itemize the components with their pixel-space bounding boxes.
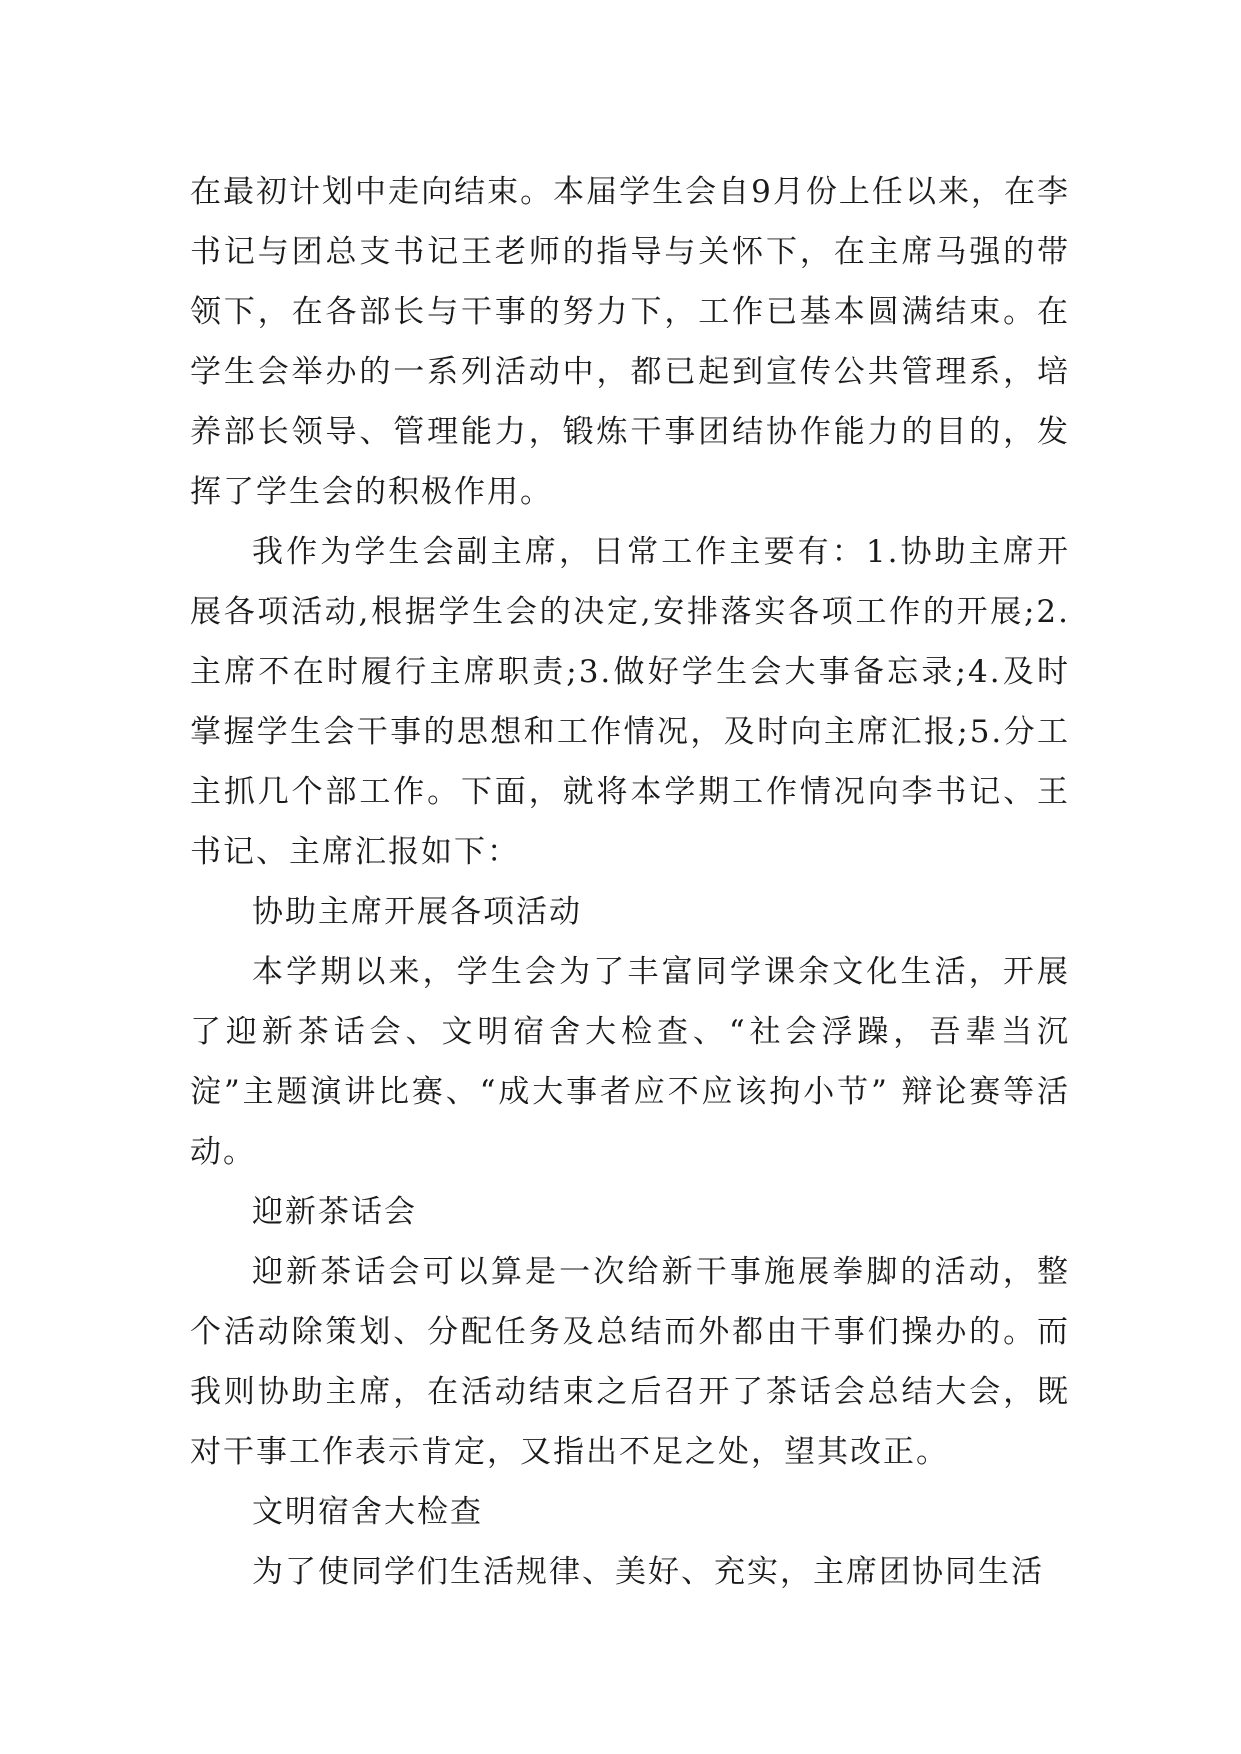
paragraph-3: 本学期以来，学生会为了丰富同学课余文化生活，开展了迎新茶话会、文明宿舍大检查、“社会浮躁，吾辈当沉淀”主题演讲比赛、“成大事者应不应该拘小节” 辩论赛等活动。: [190, 954, 1070, 1170]
section-heading-3: 文明宿舍大检查: [252, 1494, 483, 1530]
paragraph-4: 迎新茶话会可以算是一次给新干事施展拳脚的活动，整个活动除策划、分配任务及总结而外都由干事们操办的。而我则协助主席，在活动结束之后召开了茶话会总结大会，既对干事工作表示肯定，又指出不足之处，望其改正。: [190, 1254, 1070, 1470]
document-body: [190, 162, 1070, 1602]
paragraph-2: 我作为学生会副主席，日常工作主要有：1.协助主席开展各项活动,根据学生会的决定,安排落实各项工作的开展;2.主席不在时履行主席职责;3.做好学生会大事备忘录;4.及时掌握学生会干事的思想和工作情况，及时向主席汇报;5.分工主抓几个部工作。下面，就将本学期工作情况向李书记、王书记、主席汇报如下：: [190, 534, 1070, 870]
paragraph-1: 在最初计划中走向结束。本届学生会自9月份上任以来，在李书记与团总支书记王老师的指导与关怀下，在主席马强的带领下，在各部长与干事的努力下，工作已基本圆满结束。在学生会举办的一系列活动中，都已起到宣传公共管理系，培养部长领导、管理能力，锻炼干事团结协作能力的目的，发挥了学生会的积极作用。: [190, 174, 1070, 510]
section-heading-1: 协助主席开展各项活动: [252, 894, 582, 930]
section-heading-2: 迎新茶话会: [252, 1194, 417, 1230]
paragraph-5: 为了使同学们生活规律、美好、充实，主席团协同生活: [252, 1554, 1044, 1590]
